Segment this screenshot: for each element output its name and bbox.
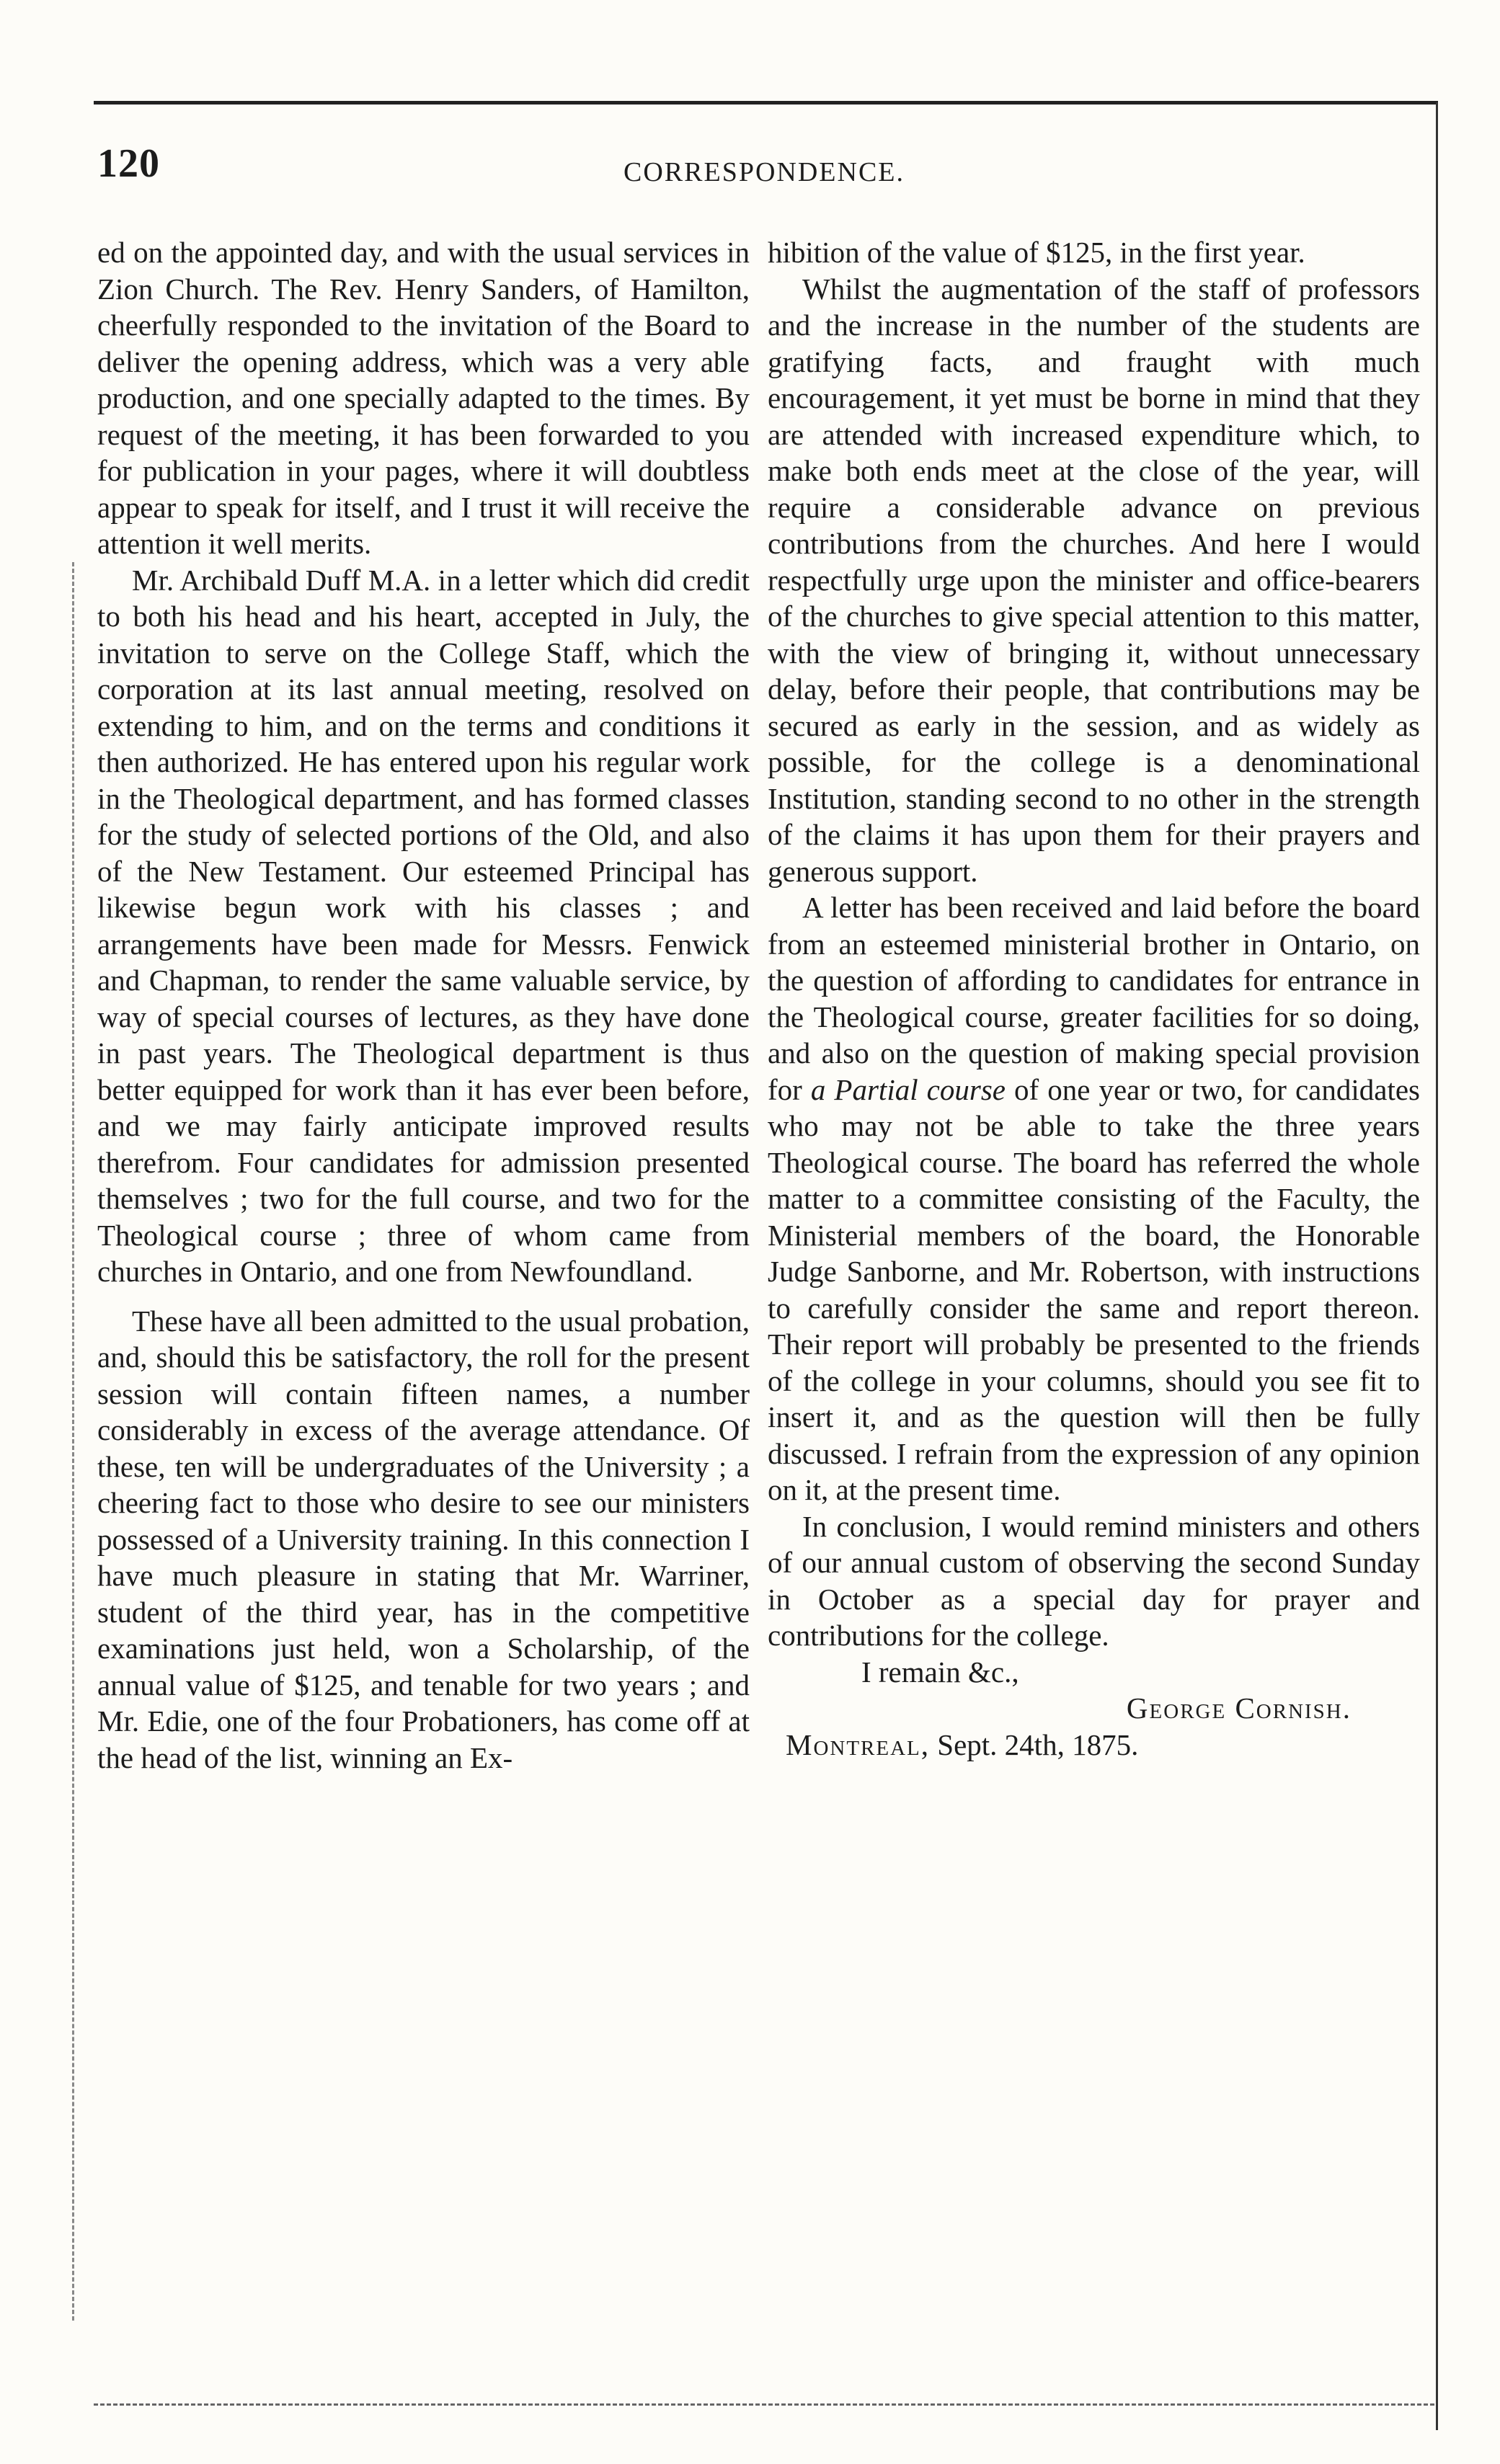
committee-text-after: of one year or two, for candidates who may not be able to take the three years Theological course. The board has referred the whole matter to a committee consisting of the Faculty, the Ministerial members of the board, the Honorable Judge Sanborne, and Mr. Robertson, with instructions to carefully consider the same and report thereon. Their report will probably be presented to the friends of the college in your columns, should you see fit to insert it, and as the question will then be fully discussed. I refrain from the expression of any opinion on it, at the present time.: [768, 1072, 1421, 1506]
paragraph-archibald-duff: Mr. Archibald Duff M.A. in a letter which did credit to both his head and his heart, accepted in July, the invitation to serve on the College Staff, which the corporation at its last annual meeting, resolved on extending to him, and on the terms and conditions it then authorized. He has entered upon his regular work in the Theological department, and has formed classes for the study of selected portions of the Old, and also of the New Testament. Our esteemed Principal has likewise begun work with his classes ; and arrangements have been made for Messrs. Fenwick and Chapman, to render the same valuable service, by way of special courses of lectures, as they have done in past years. The Theological department is thus better equipped for work than it has ever been before, and we may fairly anticipate improved results therefrom. Four candidates for admission presented themselves ; two for the full course, and two for the Theological course ; three of whom came from churches in Ontario, and one from Newfoundland.: [97, 563, 750, 1288]
place-date-line: [768, 1727, 1420, 1764]
page-number: 120: [97, 141, 160, 186]
top-rule: [94, 101, 1438, 104]
paragraph-conclusion: In conclusion, I would remind ministers and others of our annual custom of observing the second Sunday in October as a special day for prayer and contributions for the college.: [768, 1509, 1420, 1652]
paragraph-staff-augmentation: Whilst the augmentation of the staff of professors and the increase in the number of the students are gratifying facts, and fraught with much encouragement, it yet must be borne in mind that they are attended with increased expenditure which, to make both ends meet at the close of the year, will require a considerable advance on previous contributions from the churches. And here I would respectfully urge upon the minister and office-bearers of the churches to give special attention to this matter, with the view of bringing it, without unnecessary delay, before their people, that contributions may be secured as early in the session, and as widely as possible, for the college is a denominational Institution, standing second to no other in the strength of the claims it has upon them for their prayers and generous support.: [768, 272, 1420, 888]
bottom-rule: [94, 2403, 1434, 2406]
letter-date: Sept. 24th, 1875.: [937, 1727, 1139, 1761]
paragraph-exhibition-continued: hibition of the value of $125, in the first year.: [768, 236, 1305, 269]
right-column: [768, 234, 1420, 1763]
signature: George Cornish.: [1126, 1691, 1352, 1725]
page-header: [97, 141, 1431, 198]
committee-text-before: A letter has been received and laid before the board from an esteemed ministerial brother in Ontario, on the question of affording to candidates for entrance in the Theological course, greater facilities for so doing, and also on the question of making special provision for: [768, 891, 1420, 1106]
right-border-rule: [1436, 102, 1438, 2430]
partial-course-emphasis: a Partial course: [810, 1072, 1006, 1106]
place-name: Montreal,: [786, 1727, 931, 1761]
left-gutter-rule: [72, 562, 76, 2321]
running-head: CORRESPONDENCE.: [623, 157, 905, 187]
paragraph-probation: These have all been admitted to the usual probation, and, should this be satisfactory, the roll for the present session will contain fifteen names, a number considerably in excess of the average attendance. Of these, ten will be undergraduates of the University ; a cheering fact to those who desire to see our ministers possessed of a University training. In this connection I have much pleasure in stating that Mr. Warriner, student of the third year, has in the competitive examinations just held, won a Scholarship, of the annual value of $125, and tenable for two years ; and Mr. Edie, one of the four Probationers, has come off at the head of the list, winning an Ex-: [97, 1304, 750, 1774]
closing-salutation: I remain &c.,: [861, 1655, 1019, 1689]
paragraph-opening-address: ed on the appointed day, and with the usual services in Zion Church. The Rev. Henry Sanders, of Hamilton, cheerfully responded to the invitation of the Board to deliver the opening address, which was a very able production, and one specially adapted to the times. By request of the meeting, it has been forwarded to you for publication in your pages, where it will doubtless appear to speak for itself, and I trust it will receive the attention it well merits.: [97, 236, 750, 560]
paragraph-committee: [768, 889, 1420, 1508]
left-column: [97, 234, 750, 1776]
